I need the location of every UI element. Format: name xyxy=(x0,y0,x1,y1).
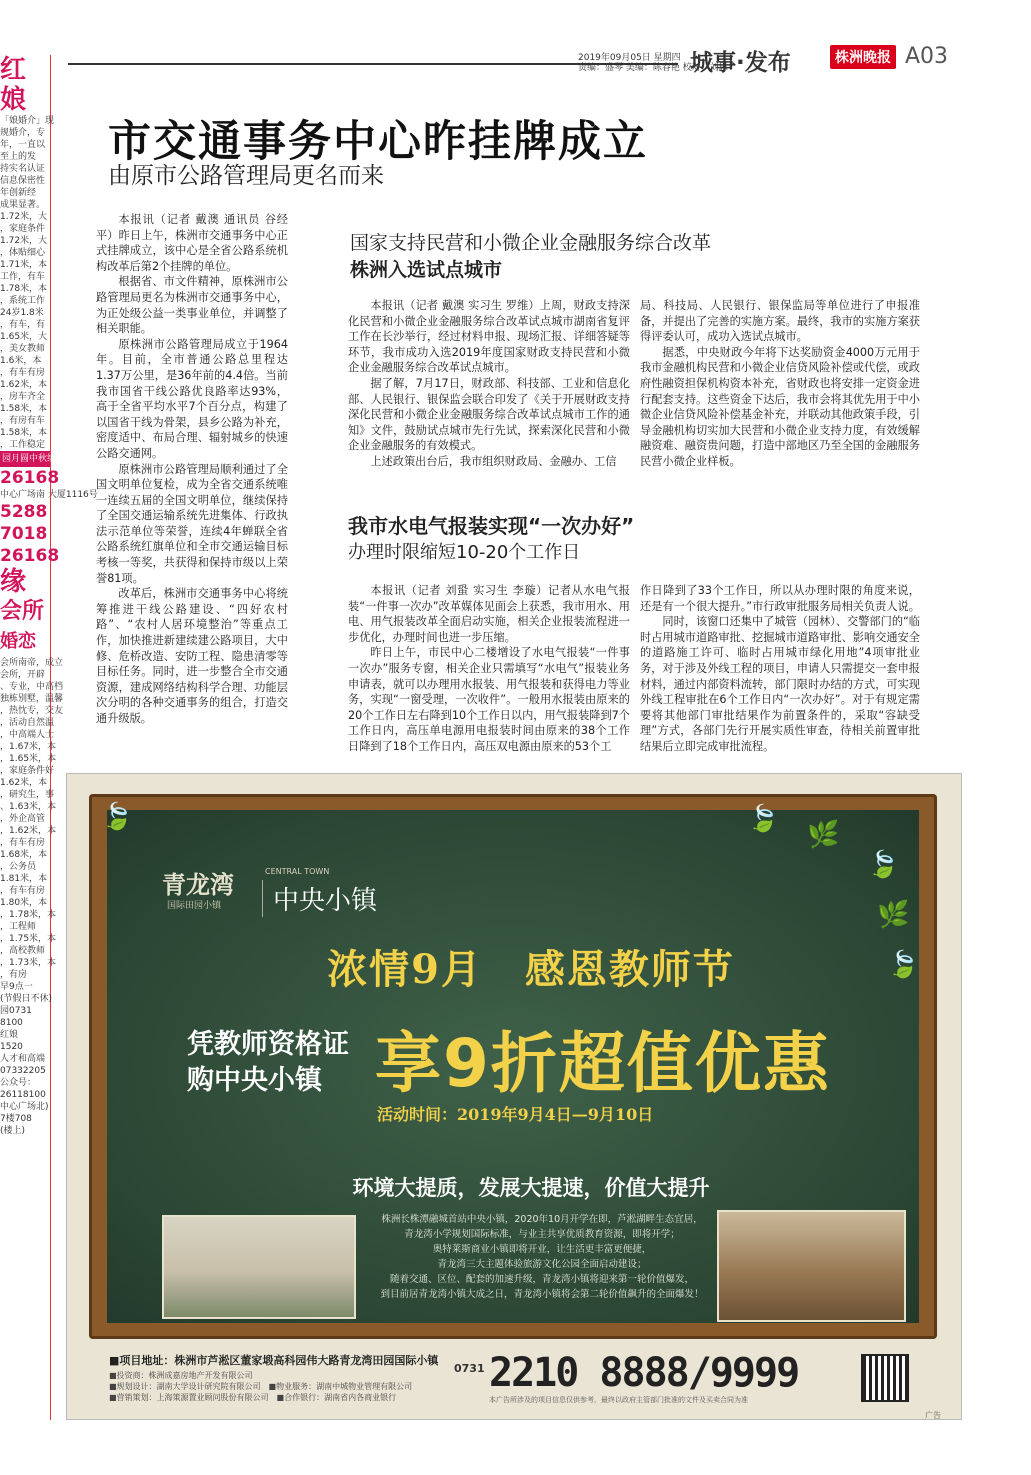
classified-line: ，1.78米，本 xyxy=(0,910,57,920)
classified-line: ，高校教师 xyxy=(0,946,46,956)
classified-line: 1.58米，本 xyxy=(0,404,48,414)
classified-line: 1.58米，本 xyxy=(0,428,48,438)
left-red-big-3: 婚恋 xyxy=(0,631,36,652)
classified-line: 1.72米，大 xyxy=(0,212,48,222)
article-transport-center-body xyxy=(96,212,288,752)
vine-leaf-icon: 🍃 xyxy=(887,950,920,980)
classified-line: 1.78米，本 xyxy=(0,284,48,294)
chalkboard-frame xyxy=(89,794,937,1339)
section-title: 城事·发布 xyxy=(690,50,791,76)
qr-code-icon xyxy=(861,1354,909,1402)
classified-line: ，工程师 xyxy=(0,922,37,932)
article3-column-1 xyxy=(348,583,630,758)
classified-line: 24岁1.8米 xyxy=(0,308,44,318)
article1-paragraph: 原株洲市公路管理局成立于1964年。目前，全市普通公路总里程达1.37万公里，是36年前的4.4倍。当前我市国省干线公路优良路率达93%，高于全省平均水平7个百分点，构建了以国省干线为骨架，县乡公路为补充，密度适中、布局合理、辐射城乡的快速公路交通网。 xyxy=(96,337,288,460)
classified-line: ，有房 xyxy=(0,970,28,980)
classified-line: ，1.75米，本 xyxy=(0,934,57,944)
article3-paragraph: 同时，该窗口还集中了城管（园林）、交警部门的“临时占用城市道路审批、挖掘城市道路审批、影响交通安全的道路施工许可、临时占用城市绿化用地”4项审批业务，对于涉及外线工程的项目，申请人只需提交一套申报材料，通过内部资料流转，部门限时办结的方式，可实现外线工程审批在6个工作日内“一次办好”。对于有规定需要将其他部门审批结果作为前置条件的，采取“容缺受理”方式，各部门先行开展实质性审查，待相关前置审批结果后立即完成审批流程。 xyxy=(640,615,920,753)
classified-line: ，活动自然温 xyxy=(0,718,55,728)
classified-line: (节假日不休) xyxy=(0,994,53,1004)
classified-line: 1.72米，大 xyxy=(0,236,48,246)
classified-line: 26118100 xyxy=(0,1090,46,1100)
classified-line: 年创新经 xyxy=(0,188,37,198)
ad-description-line: 随着交通、区位、配套的加速升级，青龙湾小镇将迎来第一轮价值爆发， xyxy=(389,1274,694,1285)
left-phone-3: 7018 xyxy=(0,524,48,544)
article2-paragraph: 据悉，中央财政今年将下达奖励资金4000万元用于我市金融机构民营和小微企业信贷风险补偿或代偿，或政府性融资担保机构资本补充，省财政也将安排一定资金进行配套支持。这些资金下达后，我市会将其优先用于中小微企业信贷风险补偿基金补充，并联动其他政策手段，引导金融机构切实加大民营和小微企业支持力度，有效缓解融资难、融资贵问题，打造中部地区乃至全国的金融服务民营小微企业样板。 xyxy=(640,345,920,468)
classified-line: 持实名认证 xyxy=(0,164,46,174)
left-phone-2: 5288 xyxy=(0,502,48,522)
classified-line: 1.81米，本 xyxy=(0,874,48,884)
classified-line: 、1.63米，本 xyxy=(0,802,57,812)
classified-line: ，公务员 xyxy=(0,862,37,872)
article1-paragraph: 改革后，株洲市交通事务中心将统筹推进干线公路建设、“四好农村路”、“农村人居环境整治”等重点工作，加快推进新建续建公路项目，大中修、危桥改造、安防工程、隐患清零等目标任务。同时，进一步整合全市交通资源，建成网络结构科学合理、功能层次分明的各种交通事务的组合，打造交通升级版。 xyxy=(96,587,288,725)
ad-footer-line: ■营销策划：上海策源置业顾问股份有限公司 ■合作银行：湖南省内各商业银行 xyxy=(109,1393,397,1402)
ad-description-line: 奥特莱斯商业小镇即将开业，让生活更丰富更便捷， xyxy=(432,1244,652,1255)
classified-line: 年，一直以 xyxy=(0,140,46,150)
article2-headline-line1: 国家支持民营和小微企业金融服务综合改革 xyxy=(350,232,712,254)
classified-line: 会所，开辟 xyxy=(0,670,46,680)
classified-line: 「娘婚介」现 xyxy=(0,116,55,126)
page-number: A03 xyxy=(905,44,949,69)
newspaper-logo: 株洲晚报 xyxy=(830,45,896,69)
classified-line: ，中高端人士 xyxy=(0,730,55,740)
classified-line: 1.62米，本 xyxy=(0,778,48,788)
classified-line: 公众号： xyxy=(0,1078,37,1088)
article2-column-1 xyxy=(348,298,630,478)
phone-area-code: 0731 xyxy=(454,1362,485,1375)
editor-credits: 责编：盛琴 美编：陈春艳 校对：刘思 xyxy=(578,63,728,73)
issue-date: 2019年09月05日 星期四 xyxy=(578,53,681,63)
left-column-fragment xyxy=(0,55,122,1420)
main-headline: 市交通事务中心昨挂牌成立 xyxy=(108,117,648,167)
classified-line: 1.62米，本 xyxy=(0,380,48,390)
classified-line: ，1.65米，本 xyxy=(0,754,57,764)
classified-line: 会所南帝，成立 xyxy=(0,658,64,668)
article2-headline-line2: 株洲入选试点城市 xyxy=(350,259,503,281)
classified-line: 至上的发 xyxy=(0,152,37,162)
article3-paragraph: 昨日上午，市民中心二楼增设了水电气报装“一件事一次办”服务专窗，相关企业只需填写“水电气”报装业务申请表，就可以办理用水报装、用气报装和获得电力等业务，实现“一窗受理，一次收件”。一般用水报装由原来的20个工作日左右降到10个工作日以内，用气报装降到7个工作日内，高压单电源用电报装时间由原来的38个工作日降到了18个工作日内，高压双电源由原来的53个工 xyxy=(348,646,630,753)
classified-line: 工作，有车 xyxy=(0,272,46,282)
vine-leaf-icon: 🍃 xyxy=(101,802,134,832)
real-estate-advertisement xyxy=(66,773,962,1420)
left-pink-banner: 园月圆中秋缘 交友加盟，有缘 xyxy=(0,451,50,467)
ad-slogan: 环境大提质，发展大提速，价值大提升 xyxy=(352,1176,710,1200)
left-phone-4: 26168 xyxy=(0,546,60,566)
article2-column-2 xyxy=(640,298,920,478)
left-bottom-contact xyxy=(0,981,53,1137)
classified-line: ，有车有房 xyxy=(0,886,46,896)
vine-leaf-icon: 🌿 xyxy=(877,900,910,930)
chalkboard-surface xyxy=(101,802,920,1323)
classified-line: 人才和高端 xyxy=(0,1054,46,1064)
classified-line: 规婚介，专 xyxy=(0,128,46,138)
ad-footer-line: ■投资商：株洲成嘉房地产开发有限公司 xyxy=(109,1371,253,1380)
left-red-big-1: 缘 xyxy=(0,567,27,597)
vine-leaf-icon: 🍃 xyxy=(867,850,900,880)
ad-description-line: 株洲长株潭融城首站中央小镇，2020年10月开学在即，芦淞湖畔生态宜居， xyxy=(381,1214,703,1225)
left-classified-list-1 xyxy=(0,115,55,451)
classified-line: 1.80米，本 xyxy=(0,898,48,908)
classified-line: 成果显著。 xyxy=(0,200,46,210)
classified-line: 信息保密性 xyxy=(0,176,46,186)
left-classified-list-2 xyxy=(0,657,64,981)
classified-line: ，家庭条件好 xyxy=(0,766,55,776)
article3-column-2 xyxy=(640,583,920,758)
article2-paragraph: 本报讯（记者 戴澳 实习生 罗维）上周，财政支持深化民营和小微企业金融服务综合改革试点城市湖南省复评工作在长沙举行，经过材料申报、现场汇报、详细答疑等环节，我市成功入选2019年度国家财政支持民营和小微企业金融服务综合改革试点城市。 xyxy=(348,299,630,375)
ad-disclaimer: 本广告所涉及的项目信息仅供参考，最终以政府主管部门批准的文件及买卖合同为准 xyxy=(489,1396,748,1404)
ad-discount-offer: 享9折超值优惠 xyxy=(375,1025,831,1102)
ad-condition-line1: 凭教师资格证 xyxy=(187,1029,349,1060)
advertisement-mark: 广告 xyxy=(925,1411,941,1420)
sales-hotline: 2210 8888/9999 xyxy=(489,1350,799,1396)
building-photo xyxy=(162,1215,356,1319)
classified-line: ，有房有车 xyxy=(0,416,46,426)
article3-subheadline: 办理时限缩短10-20个工作日 xyxy=(348,542,581,563)
project-address: ■项目地址：株洲市芦淞区董家塅高科园伟大路青龙湾田园国际小镇 xyxy=(109,1354,439,1367)
left-red-title: 红娘 xyxy=(0,55,27,115)
classified-line: ，有车，有 xyxy=(0,320,46,330)
classified-line: 、专业，中高档 xyxy=(0,682,64,692)
classified-line: 中心广场北) xyxy=(0,1102,49,1112)
ad-description-line: 青龙湾三大主题体验旅游文化公园全面启动建设； xyxy=(437,1259,647,1270)
classified-line: ，工作稳定 xyxy=(0,440,46,450)
classified-line: 1520 xyxy=(0,1042,23,1052)
classified-line: 红娘 xyxy=(0,1030,19,1040)
article3-headline: 我市水电气报装实现“一次办好” xyxy=(348,514,635,538)
vine-leaf-icon: 🌿 xyxy=(807,820,840,850)
brand-logo-qinglongwan: 青龙湾 xyxy=(162,870,234,899)
classified-line: 1.68米，本 xyxy=(0,850,48,860)
vine-leaf-icon: 🍃 xyxy=(747,804,780,834)
left-red-big-2: 会所 xyxy=(0,599,45,624)
article1-paragraph: 本报讯（记者 戴澳 通讯员 谷经平）昨日上午，株洲市交通事务中心正式挂牌成立，该中心是全省公路系统机构改革后第2个挂牌的单位。 xyxy=(96,213,288,273)
left-address-1: 中心广场南 大厦1116号 xyxy=(0,490,98,500)
ad-condition-line2: 购中央小镇 xyxy=(187,1065,322,1096)
classified-line: 独栋别墅，温馨 xyxy=(0,694,64,704)
european-street-photo xyxy=(717,1210,906,1322)
main-subheadline: 由原市公路管理局更名而来 xyxy=(108,163,384,189)
classified-line: 1.71米，本 xyxy=(0,260,48,270)
ad-description-line: 到目前居青龙湾小镇大成之日，青龙湾小镇将会第二轮价值飙升的全面爆发！ xyxy=(380,1289,704,1300)
classified-line: ，家庭条件 xyxy=(0,224,46,234)
classified-line: ，外企高管 xyxy=(0,814,46,824)
left-phone-1: 26168 xyxy=(0,468,60,488)
classified-line: ，美女教师 xyxy=(0,344,46,354)
article1-paragraph: 根据省、市文件精神，原株洲市公路管理局更名为株洲市交通事务中心，为正处级公益一类事业单位，并调整了相关职能。 xyxy=(96,275,288,336)
ad-footer-line: ■规划设计：湖南大学设计研究院有限公司 ■物业服务：湖南中城物业管理有限公司 xyxy=(109,1382,413,1391)
classified-line: ，1.67米，本 xyxy=(0,742,57,752)
classified-line: ，有车有房 xyxy=(0,838,46,848)
article2-paragraph: 局、科技局、人民银行、银保监局等单位进行了申报准备，并提出了完善的实施方案。最终，我市的实施方案获得评委认可，成功入选试点城市。 xyxy=(640,299,920,344)
classified-line: ，1.62米，本 xyxy=(0,826,57,836)
ad-headline: 浓情9月 感恩教师节 xyxy=(327,946,735,993)
classified-line: 8100 xyxy=(0,1018,23,1028)
classified-line: ，体贴细心 xyxy=(0,248,46,258)
brand-logo-central-town: 中央小镇 xyxy=(262,880,377,917)
classified-line: ，系统工作 xyxy=(0,296,46,306)
classified-line: ，研究生，事 xyxy=(0,790,55,800)
classified-line: 1.65米，大 xyxy=(0,332,48,342)
ad-description-line: 青龙湾小学规划国际标准，与业主共享优质教育资源，即将开学； xyxy=(404,1229,680,1240)
ad-event-time: 活动时间：2019年9月4日—9月10日 xyxy=(377,1105,654,1124)
classified-line: ，房车齐全 xyxy=(0,392,46,402)
classified-line: 园0731 xyxy=(0,1006,32,1016)
brand2-english: CENTRAL TOWN xyxy=(265,867,330,876)
article2-paragraph: 据了解，7月17日，财政部、科技部、工业和信息化部、人民银行、银保监会联合印发了《关于开展财政支持深化民营和小微企业金融服务综合改革试点城市工作的通知》文件，鼓励试点城市先行先试，探索深化民营和小微企业金融服务的有效模式。 xyxy=(348,376,630,453)
classified-line: (楼上) xyxy=(0,1126,26,1136)
article3-paragraph: 作日降到了33个工作日，所以从办理时限的角度来说，还是有一个很大提升。”市行政审批服务局相关负责人说。 xyxy=(640,584,920,613)
ad-description xyxy=(377,1212,707,1302)
article3-paragraph: 本报讯（记者 刘蛩 实习生 李璇）记者从水电气报装“一件事一次办”改革媒体见面会上获悉，我市用水、用电、用气报装改革全面启动实施，相关企业报装流程进一步优化，办理时间也进一步压缩。 xyxy=(348,584,630,644)
classified-line: 07332205 xyxy=(0,1066,46,1076)
classified-line: ，1.73米，本 xyxy=(0,958,57,968)
brand-logo-subtitle: 国际田园小镇 xyxy=(167,901,222,911)
classified-line: 早9点一 xyxy=(0,982,33,992)
classified-line: ，有车有房 xyxy=(0,368,46,378)
classified-line: 1.6米，本 xyxy=(0,356,42,366)
classified-line: ，热忱专，交友 xyxy=(0,706,64,716)
classified-line: 7楼708 xyxy=(0,1114,32,1124)
article1-paragraph: 原株洲市公路管理局顺利通过了全国文明单位复检，成为全省交通系统唯一连续五届的全国文明单位，继续保持了全国交通运输系统先进集体、行政执法示范单位等荣誉，连续4年蝉联全省公路系统红旗单位和全市交通运输目标考核一等奖，共获得和保持市级以上荣誉81项。 xyxy=(96,462,288,585)
ad-footer xyxy=(89,1350,937,1410)
article2-paragraph: 上述政策出台后，我市组织财政局、金融办、工信 xyxy=(370,454,617,468)
